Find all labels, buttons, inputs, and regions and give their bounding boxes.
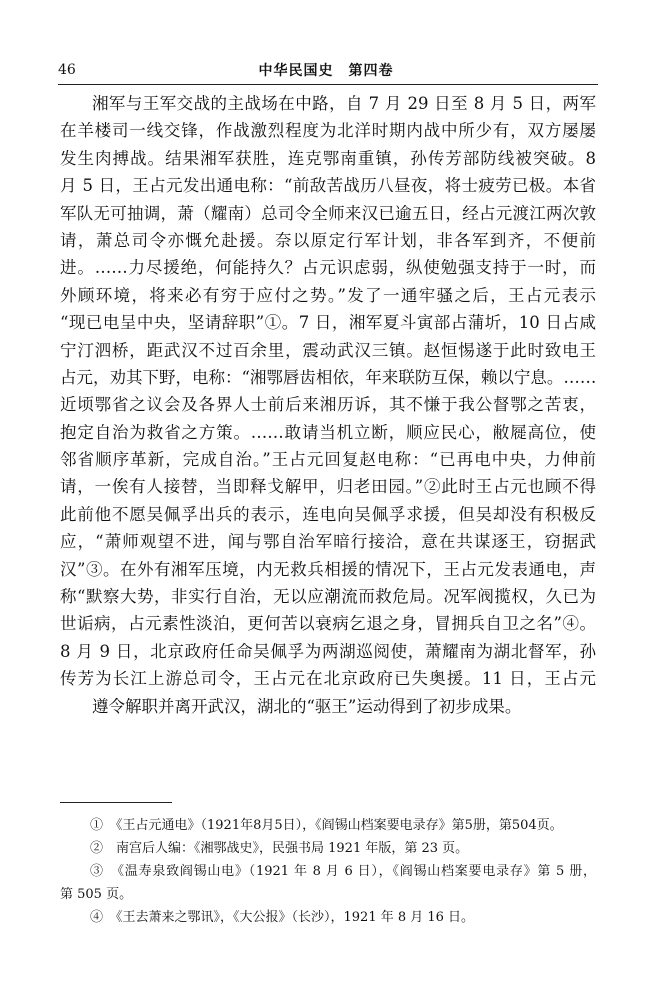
body-line: 汉”③。在外有湘军压境，内无救兵相援的情况下，王占元发表通电，声 bbox=[60, 559, 596, 579]
footnote-4: ④ 《王去萧来之鄂讯》，《大公报》（长沙），1921 年 8 月 16 日。 bbox=[90, 910, 475, 925]
body-line: 在羊楼司一线交锋，作战激烈程度为北洋时期内战中所少有，双方屡屡 bbox=[60, 121, 596, 141]
body-line: 请，一俟有人接替，当即释戈解甲，归老田园。”②此时王占元也顾不得 bbox=[60, 477, 596, 497]
body-line: 世诟病，占元素性淡泊，更何苦以衰病乞退之身，冒拥兵自卫之名”④。 bbox=[60, 614, 596, 634]
body-line: 军队无可抽调，萧（耀南）总司令全师来汉已逾五日，经占元渡江两次敦 bbox=[60, 203, 596, 223]
body-line: 占元，劝其下野，电称：“湘鄂唇齿相依，年来联防互保，赖以宁息。…… bbox=[60, 367, 596, 387]
footnote-rule bbox=[60, 802, 172, 803]
page-header bbox=[58, 58, 594, 82]
body-line: 遵令解职并离开武汉，湖北的“驱王”运动得到了初步成果。 bbox=[92, 696, 522, 716]
body-line: 此前他不愿吴佩孚出兵的表示，连电向吴佩孚求援，但吴却没有积极反 bbox=[60, 504, 596, 524]
running-title: 中华民国史 第四卷 bbox=[258, 63, 394, 79]
footnote-1: ① 《王占元通电》（1921年8月5日），《阎锡山档案要电录存》第5册，第504页。 bbox=[90, 818, 563, 833]
body-line: 邻省顺序革新，完成自治。”王占元回复赵电称：“已再电中央，力伸前 bbox=[60, 450, 596, 470]
body-line: 进。……力尽援绝，何能持久？占元识虑弱，纵使勉强支持于一时，而 bbox=[60, 258, 596, 278]
body-line: 称“默察大势，非实行自治，无以应潮流而救危局。况军阀揽权，久已为 bbox=[60, 587, 596, 607]
body-line: 发生肉搏战。结果湘军获胜，连克鄂南重镇，孙传芳部防线被突破。8 bbox=[60, 148, 596, 168]
body-line: 请，萧总司令亦慨允赴援。奈以原定行军计划，非各军到齐，不便前 bbox=[60, 230, 596, 250]
body-line: 应，“萧师观望不进，闻与鄂自治军暗行接洽，意在共谋逐王，窃据武 bbox=[60, 532, 596, 552]
footnote-3-continued: 第 505 页。 bbox=[60, 887, 133, 902]
body-line: 月 5 日，王占元发出通电称：“前敌苦战历八昼夜，将士疲劳已极。本省 bbox=[60, 176, 596, 196]
body-line: 宁汀泗桥，距武汉不过百余里，震动武汉三镇。赵恒惕遂于此时致电王 bbox=[60, 340, 596, 360]
header-rule bbox=[58, 84, 598, 85]
page-number: 46 bbox=[58, 62, 76, 78]
footnotes bbox=[60, 814, 596, 929]
body-line: 近顷鄂省之议会及各界人士前后来湘历诉，其不慊于我公督鄂之苦衷， bbox=[60, 395, 596, 415]
body-line: 8 月 9 日，北京政府任命吴佩孚为两湖巡阅使，萧耀南为湖北督军，孙 bbox=[60, 641, 596, 661]
footnote-2: ② 南宫后人编：《湘鄂战史》，民强书局 1921 年版，第 23 页。 bbox=[90, 841, 469, 856]
body-line: 湘军与王军交战的主战场在中路，自 7 月 29 日至 8 月 5 日，两军 bbox=[92, 94, 596, 113]
body-line: 传芳为长江上游总司令，王占元在北京政府已失奥援。11 日，王占元 bbox=[60, 669, 596, 689]
body-line: 外顾环境，将来必有穷于应付之势。”发了一通牢骚之后，王占元表示 bbox=[60, 285, 596, 305]
body-line: 抱定自治为救省之方策。……敢请当机立断，顺应民心，敝屣高位，使 bbox=[60, 422, 596, 442]
body-text bbox=[60, 90, 596, 720]
body-line: “现已电呈中央，坚请辞职”①。7 日，湘军夏斗寅部占蒲圻，10 日占咸 bbox=[60, 313, 596, 333]
footnote-3: ③ 《温寿泉致阎锡山电》（1921 年 8 月 6 日），《阎锡山档案要电录存》第 5 册， bbox=[90, 864, 596, 879]
